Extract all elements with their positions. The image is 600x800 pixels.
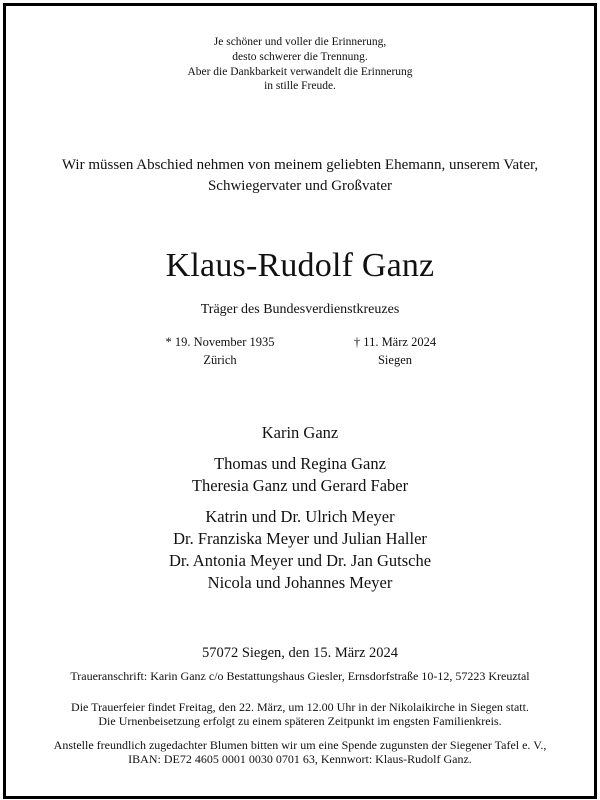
donation-line: Anstelle freundlich zugedachter Blumen bitten wir um eine Spende zugunsten der Siegener Tafel e. V., xyxy=(53,738,547,752)
poem-line: in stille Freude. xyxy=(264,80,336,92)
birth-place: Zürich xyxy=(203,353,237,367)
intro-line: Wir müssen Abschied nehmen von meinem geliebten Ehemann, unserem Vater, xyxy=(61,157,539,173)
ceremony-line: Die Trauerfeier findet Freitag, den 22. März, um 12.00 Uhr in der Nikolaikirche in Siegen statt. xyxy=(71,700,529,714)
poem-line: Aber die Dankbarkeit verwandelt die Erinnerung xyxy=(187,66,413,78)
ceremony-line: Die Urnenbeisetzung erfolgt zu einem späteren Zeitpunkt im engsten Familienkreis. xyxy=(98,714,502,728)
poem-line: desto schwerer die Trennung. xyxy=(232,51,368,63)
poem-line: Je schöner und voller die Erinnerung, xyxy=(213,36,387,48)
deceased-name: Klaus-Rudolf Ganz xyxy=(165,247,435,284)
mourner-grandchild: Dr. Antonia Meyer und Dr. Jan Gutsche xyxy=(168,551,432,570)
mourner-grandchild: Katrin und Dr. Ulrich Meyer xyxy=(205,507,395,526)
intro-line: Schwiegervater und Großvater xyxy=(207,178,393,194)
mourner-child: Theresia Ganz und Gerard Faber xyxy=(191,476,409,495)
mourner-child: Thomas und Regina Ganz xyxy=(214,454,386,473)
mourner-spouse: Karin Ganz xyxy=(261,423,339,442)
mourner-grandchild: Nicola und Johannes Meyer xyxy=(207,573,393,592)
birth-date: * 19. November 1935 xyxy=(165,335,275,349)
death-date: † 11. März 2024 xyxy=(353,335,437,349)
deceased-honor: Träger des Bundesverdienstkreuzes xyxy=(200,302,400,317)
place-date: 57072 Siegen, den 15. März 2024 xyxy=(201,645,399,661)
funeral-address: Traueranschrift: Karin Ganz c/o Bestattungshaus Giesler, Ernsdorfstraße 10-12, 57223 Kreuztal xyxy=(70,669,530,683)
death-place: Siegen xyxy=(377,353,413,367)
mourner-grandchild: Dr. Franziska Meyer und Julian Haller xyxy=(173,529,427,548)
donation-line: IBAN: DE72 4605 0001 0030 0701 63, Kennwort: Klaus-Rudolf Ganz. xyxy=(128,752,472,766)
